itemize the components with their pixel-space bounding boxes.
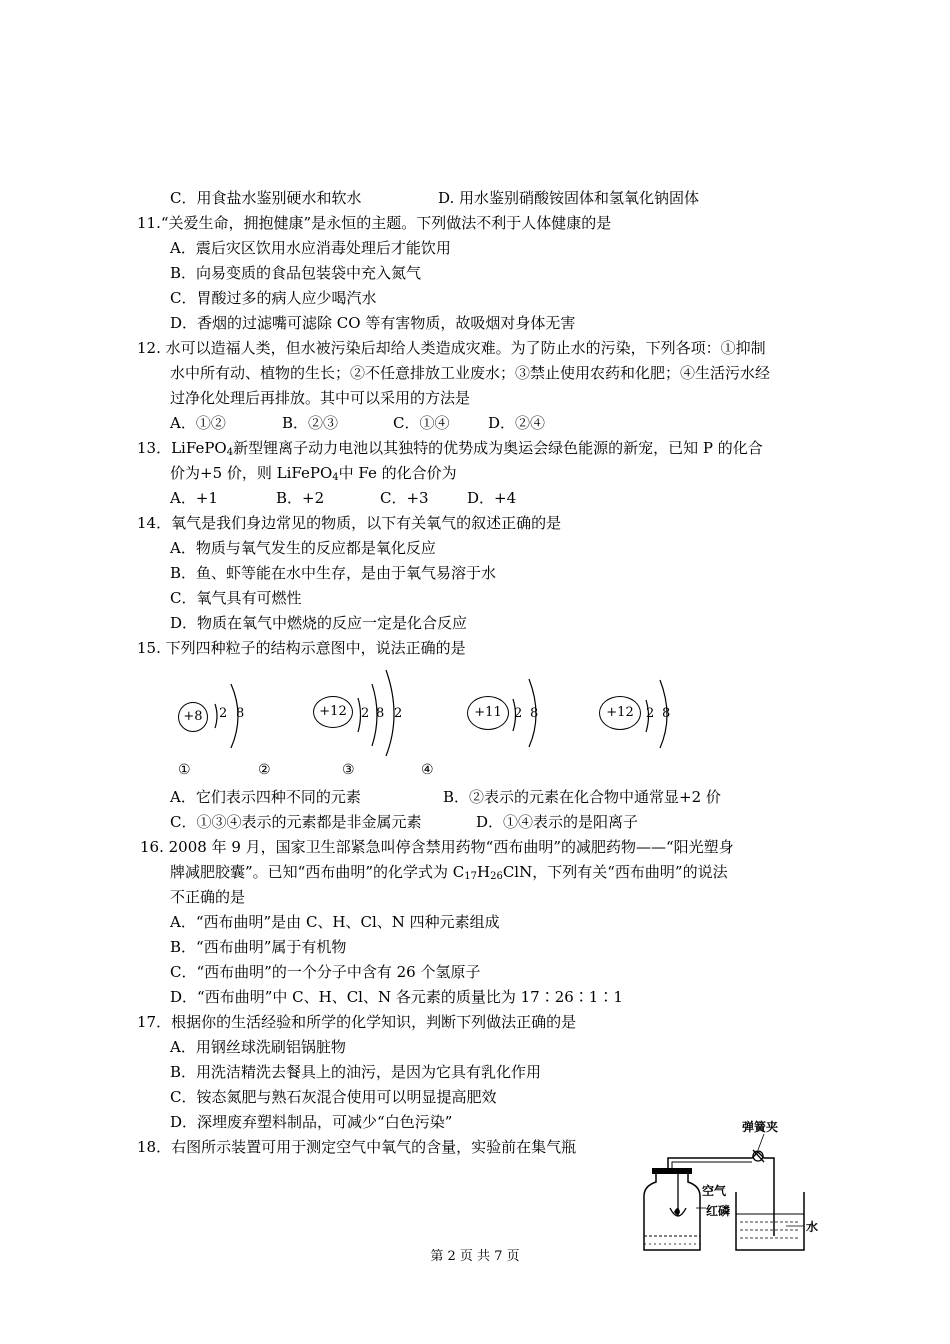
q13-option-d: D．+4 xyxy=(467,489,517,507)
apparatus-phosphorus-label: 红磷 xyxy=(706,1204,731,1218)
q15-option-a: A．它们表示四种不同的元素 xyxy=(170,788,361,806)
q14-stem: 14．氧气是我们身边常见的物质，以下有关氧气的叙述正确的是 xyxy=(137,514,562,532)
q12-stem-1: 12. 水可以造福人类，但水被污染后却给人类造成灾难。为了防止水的污染，下列各项：①抑制 xyxy=(137,339,766,357)
atom-1-shells xyxy=(205,680,255,750)
q13-option-a: A．+1 xyxy=(170,489,218,507)
atom-3-nucleus: +11 xyxy=(467,696,509,730)
q15-option-b: B．②表示的元素在化合物中通常显+2 价 xyxy=(443,788,721,806)
atom-3-shells xyxy=(503,675,553,750)
q16-option-d: D．“西布曲明”中 C、H、Cl、N 各元素的质量比为 17∶26∶1∶1 xyxy=(170,988,623,1006)
q12-option-b: B．②③ xyxy=(282,414,339,432)
atom-2-shell-2: 8 xyxy=(376,706,385,721)
page-footer: 第 2 页 共 7 页 xyxy=(430,1249,520,1264)
q10-option-d: D. 用水鉴别硝酸铵固体和氢氧化钠固体 xyxy=(438,189,700,207)
atom-1-nucleus: +8 xyxy=(178,702,208,732)
atom-2-nucleus: +12 xyxy=(313,696,353,728)
q13-stem-2: 价为+5 价，则 LiFePO$_4$中 Fe 的化合价为 xyxy=(170,464,457,483)
apparatus-drawing xyxy=(634,1112,820,1258)
q15-stem: 15. 下列四种粒子的结构示意图中，说法正确的是 xyxy=(137,639,466,657)
q18-stem: 18．右图所示装置可用于测定空气中氧气的含量，实验前在集气瓶 xyxy=(137,1138,577,1156)
apparatus-water-label: 水 xyxy=(806,1220,819,1234)
q11-option-b: B．向易变质的食品包装袋中充入氮气 xyxy=(170,264,422,282)
q12-option-c: C．①④ xyxy=(393,414,450,432)
atom-4-shell-1: 2 xyxy=(646,706,655,721)
q16-stem-1: 16. 2008 年 9 月，国家卫生部紧急叫停含禁用药物“西布曲明”的减肥药物——“阳光塑身 xyxy=(140,838,734,856)
q17-stem: 17．根据你的生活经验和所学的化学知识，判断下列做法正确的是 xyxy=(137,1013,577,1031)
q12-stem-2: 水中所有动、植物的生长；②不任意排放工业废水；③禁止使用农药和化肥；④生活污水经 xyxy=(170,364,771,382)
q17-option-d: D．深埋废弃塑料制品，可减少“白色污染” xyxy=(170,1113,453,1131)
q12-option-d: D．②④ xyxy=(488,414,546,432)
atom-2-label: ② xyxy=(258,762,271,778)
q14-option-a: A．物质与氧气发生的反应都是氧化反应 xyxy=(170,539,436,557)
apparatus-figure xyxy=(634,1112,820,1258)
q16-stem-3: 不正确的是 xyxy=(170,888,246,906)
q11-option-d: D．香烟的过滤嘴可滤除 CO 等有害物质，故吸烟对身体无害 xyxy=(170,314,576,332)
q13-option-b: B．+2 xyxy=(276,489,325,507)
q16-option-c: C．“西布曲明”的一个分子中含有 26 个氢原子 xyxy=(170,963,481,981)
q15-option-d: D．①④表示的是阳离子 xyxy=(476,813,639,831)
q11-option-c: C．胃酸过多的病人应少喝汽水 xyxy=(170,289,377,307)
q17-option-b: B．用洗洁精洗去餐具上的油污，是因为它具有乳化作用 xyxy=(170,1063,542,1081)
q17-option-a: A．用钢丝球洗刷铝锅脏物 xyxy=(170,1038,346,1056)
atom-2-shell-1: 2 xyxy=(361,706,370,721)
q14-option-b: B．鱼、虾等能在水中生存，是由于氧气易溶于水 xyxy=(170,564,497,582)
q17-option-c: C．铵态氮肥与熟石灰混合使用可以明显提高肥效 xyxy=(170,1088,497,1106)
atom-4-nucleus: +12 xyxy=(599,696,641,730)
atom-1-shell-2: 8 xyxy=(236,706,245,721)
q12-stem-3: 过净化处理后再排放。其中可以采用的方法是 xyxy=(170,389,471,407)
atom-4-shell-2: 8 xyxy=(662,706,671,721)
apparatus-clamp-label: 弹簧夹 xyxy=(742,1120,779,1134)
q12-option-a: A．①② xyxy=(170,414,226,432)
atom-2-shell-3: 2 xyxy=(394,706,403,721)
q11-stem: 11.“关爱生命，拥抱健康”是永恒的主题。下列做法不利于人体健康的是 xyxy=(137,214,612,232)
q16-option-b: B．“西布曲明”属于有机物 xyxy=(170,938,347,956)
q16-option-a: A．“西布曲明”是由 C、H、Cl、N 四种元素组成 xyxy=(170,913,500,931)
q16-stem-2: 牌减肥胶囊”。已知“西布曲明”的化学式为 $C_{17}H_{26}ClN$，下列有关“西布曲明”的说法 xyxy=(170,863,728,882)
atom-3-label: ③ xyxy=(342,762,355,778)
apparatus-air-label: 空气 xyxy=(702,1184,727,1198)
atom-1-label: ① xyxy=(178,762,191,778)
atom-4-label: ④ xyxy=(421,762,434,778)
q13-stem-1: 13．LiFePO$_4$新型锂离子动力电池以其独特的优势成为奥运会绿色能源的新宠，已知 P 的化合 xyxy=(137,439,763,458)
atom-3-shell-2: 8 xyxy=(530,706,539,721)
atom-3-shell-1: 2 xyxy=(514,706,523,721)
q14-option-c: C．氧气具有可燃性 xyxy=(170,589,302,607)
atom-1-shell-1: 2 xyxy=(219,706,228,721)
atom-4-shells xyxy=(636,676,686,751)
q11-option-a: A．震后灾区饮用水应消毒处理后才能饮用 xyxy=(170,239,451,257)
q10-option-c: C．用食盐水鉴别硬水和软水 xyxy=(170,189,362,207)
q14-option-d: D．物质在氧气中燃烧的反应一定是化合反应 xyxy=(170,614,468,632)
q15-option-c: C．①③④表示的元素都是非金属元素 xyxy=(170,813,422,831)
q13-option-c: C．+3 xyxy=(380,489,429,507)
